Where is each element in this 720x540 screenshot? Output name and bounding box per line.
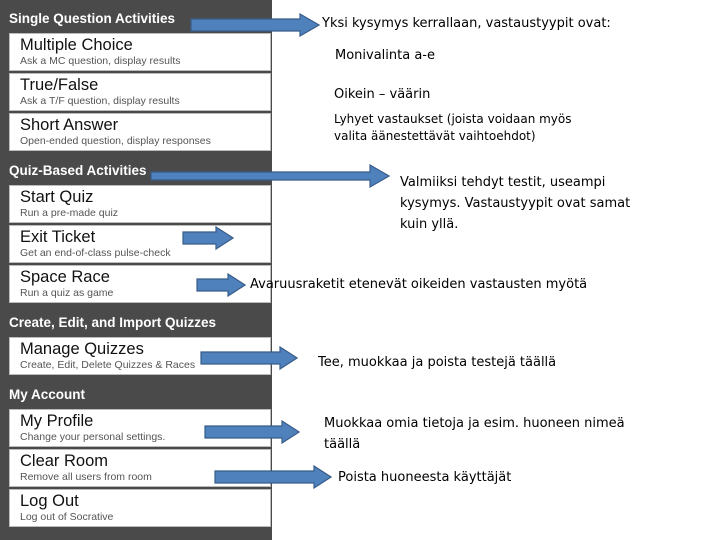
- menu-item-log-out[interactable]: [9, 489, 271, 527]
- menu-item-title: Log Out: [20, 492, 79, 510]
- menu-item-start-quiz[interactable]: [9, 185, 271, 223]
- menu-item-title: True/False: [20, 76, 99, 94]
- right-arrow-icon: [182, 226, 234, 250]
- note-quiz-line2: kysymys. Vastaustyypit ovat samat: [400, 196, 631, 211]
- note-true-false: Oikein – väärin: [334, 87, 431, 102]
- section-header-my-account: My Account: [0, 384, 272, 406]
- right-arrow-icon: [150, 164, 390, 188]
- menu-item-title: Multiple Choice: [20, 36, 133, 54]
- menu-item-subtitle: Run a pre-made quiz: [20, 207, 119, 219]
- menu-item-title: Manage Quizzes: [20, 340, 144, 358]
- menu-item-title: My Profile: [20, 412, 94, 430]
- menu-item-title: Exit Ticket: [20, 228, 96, 246]
- note-clear-room: Poista huoneesta käyttäjät: [338, 470, 512, 485]
- right-arrow-icon: [196, 273, 246, 297]
- socrative-menu-panel: [0, 0, 272, 540]
- note-manage-quizzes: Tee, muokkaa ja poista testejä täällä: [318, 355, 557, 370]
- note-quiz-line3: kuin yllä.: [400, 217, 459, 232]
- menu-item-subtitle: Get an end-of-class pulse-check: [20, 247, 171, 259]
- menu-item-true-false[interactable]: [9, 73, 271, 111]
- note-my-profile-line1: Muokkaa omia tietoja ja esim. huoneen nimeä: [324, 416, 625, 431]
- menu-item-subtitle: Remove all users from room: [20, 471, 152, 483]
- menu-item-title: Start Quiz: [20, 188, 94, 206]
- right-arrow-icon: [214, 465, 332, 489]
- note-short-answer-line1: Lyhyet vastaukset (joista voidaan myös: [334, 112, 572, 126]
- note-multiple-choice: Monivalinta a-e: [335, 48, 435, 63]
- right-arrow-icon: [190, 13, 320, 37]
- menu-item-short-answer[interactable]: [9, 113, 271, 151]
- right-arrow-icon: [204, 420, 300, 444]
- menu-item-multiple-choice[interactable]: [9, 33, 271, 71]
- note-single-question: Yksi kysymys kerrallaan, vastaustyypit ovat:: [322, 16, 611, 31]
- right-arrow-icon: [200, 346, 298, 370]
- menu-item-subtitle: Run a quiz as game: [20, 287, 114, 299]
- note-quiz-line1: Valmiiksi tehdyt testit, useampi: [400, 175, 606, 190]
- menu-item-subtitle: Ask a T/F question, display results: [20, 95, 180, 107]
- note-space-race: Avaruusraketit etenevät oikeiden vastausten myötä: [250, 277, 588, 292]
- note-my-profile-line2: täällä: [324, 437, 361, 452]
- menu-item-subtitle: Create, Edit, Delete Quizzes & Races: [20, 359, 196, 371]
- menu-item-subtitle: Ask a MC question, display results: [20, 55, 181, 67]
- menu-item-subtitle: Open-ended question, display responses: [20, 135, 211, 147]
- section-header-single-question: Single Question Activities: [0, 8, 272, 32]
- note-short-answer-line2: valita äänestettävät vaihtoehdot): [334, 129, 536, 143]
- menu-item-subtitle: Log out of Socrative: [20, 511, 114, 523]
- menu-item-subtitle: Change your personal settings.: [20, 431, 166, 443]
- section-header-quiz-based: Quiz-Based Activities: [0, 160, 272, 182]
- section-header-create-edit-import: Create, Edit, and Import Quizzes: [0, 312, 272, 334]
- menu-item-title: Clear Room: [20, 452, 109, 470]
- menu-item-title: Short Answer: [20, 116, 119, 134]
- menu-item-title: Space Race: [20, 268, 110, 286]
